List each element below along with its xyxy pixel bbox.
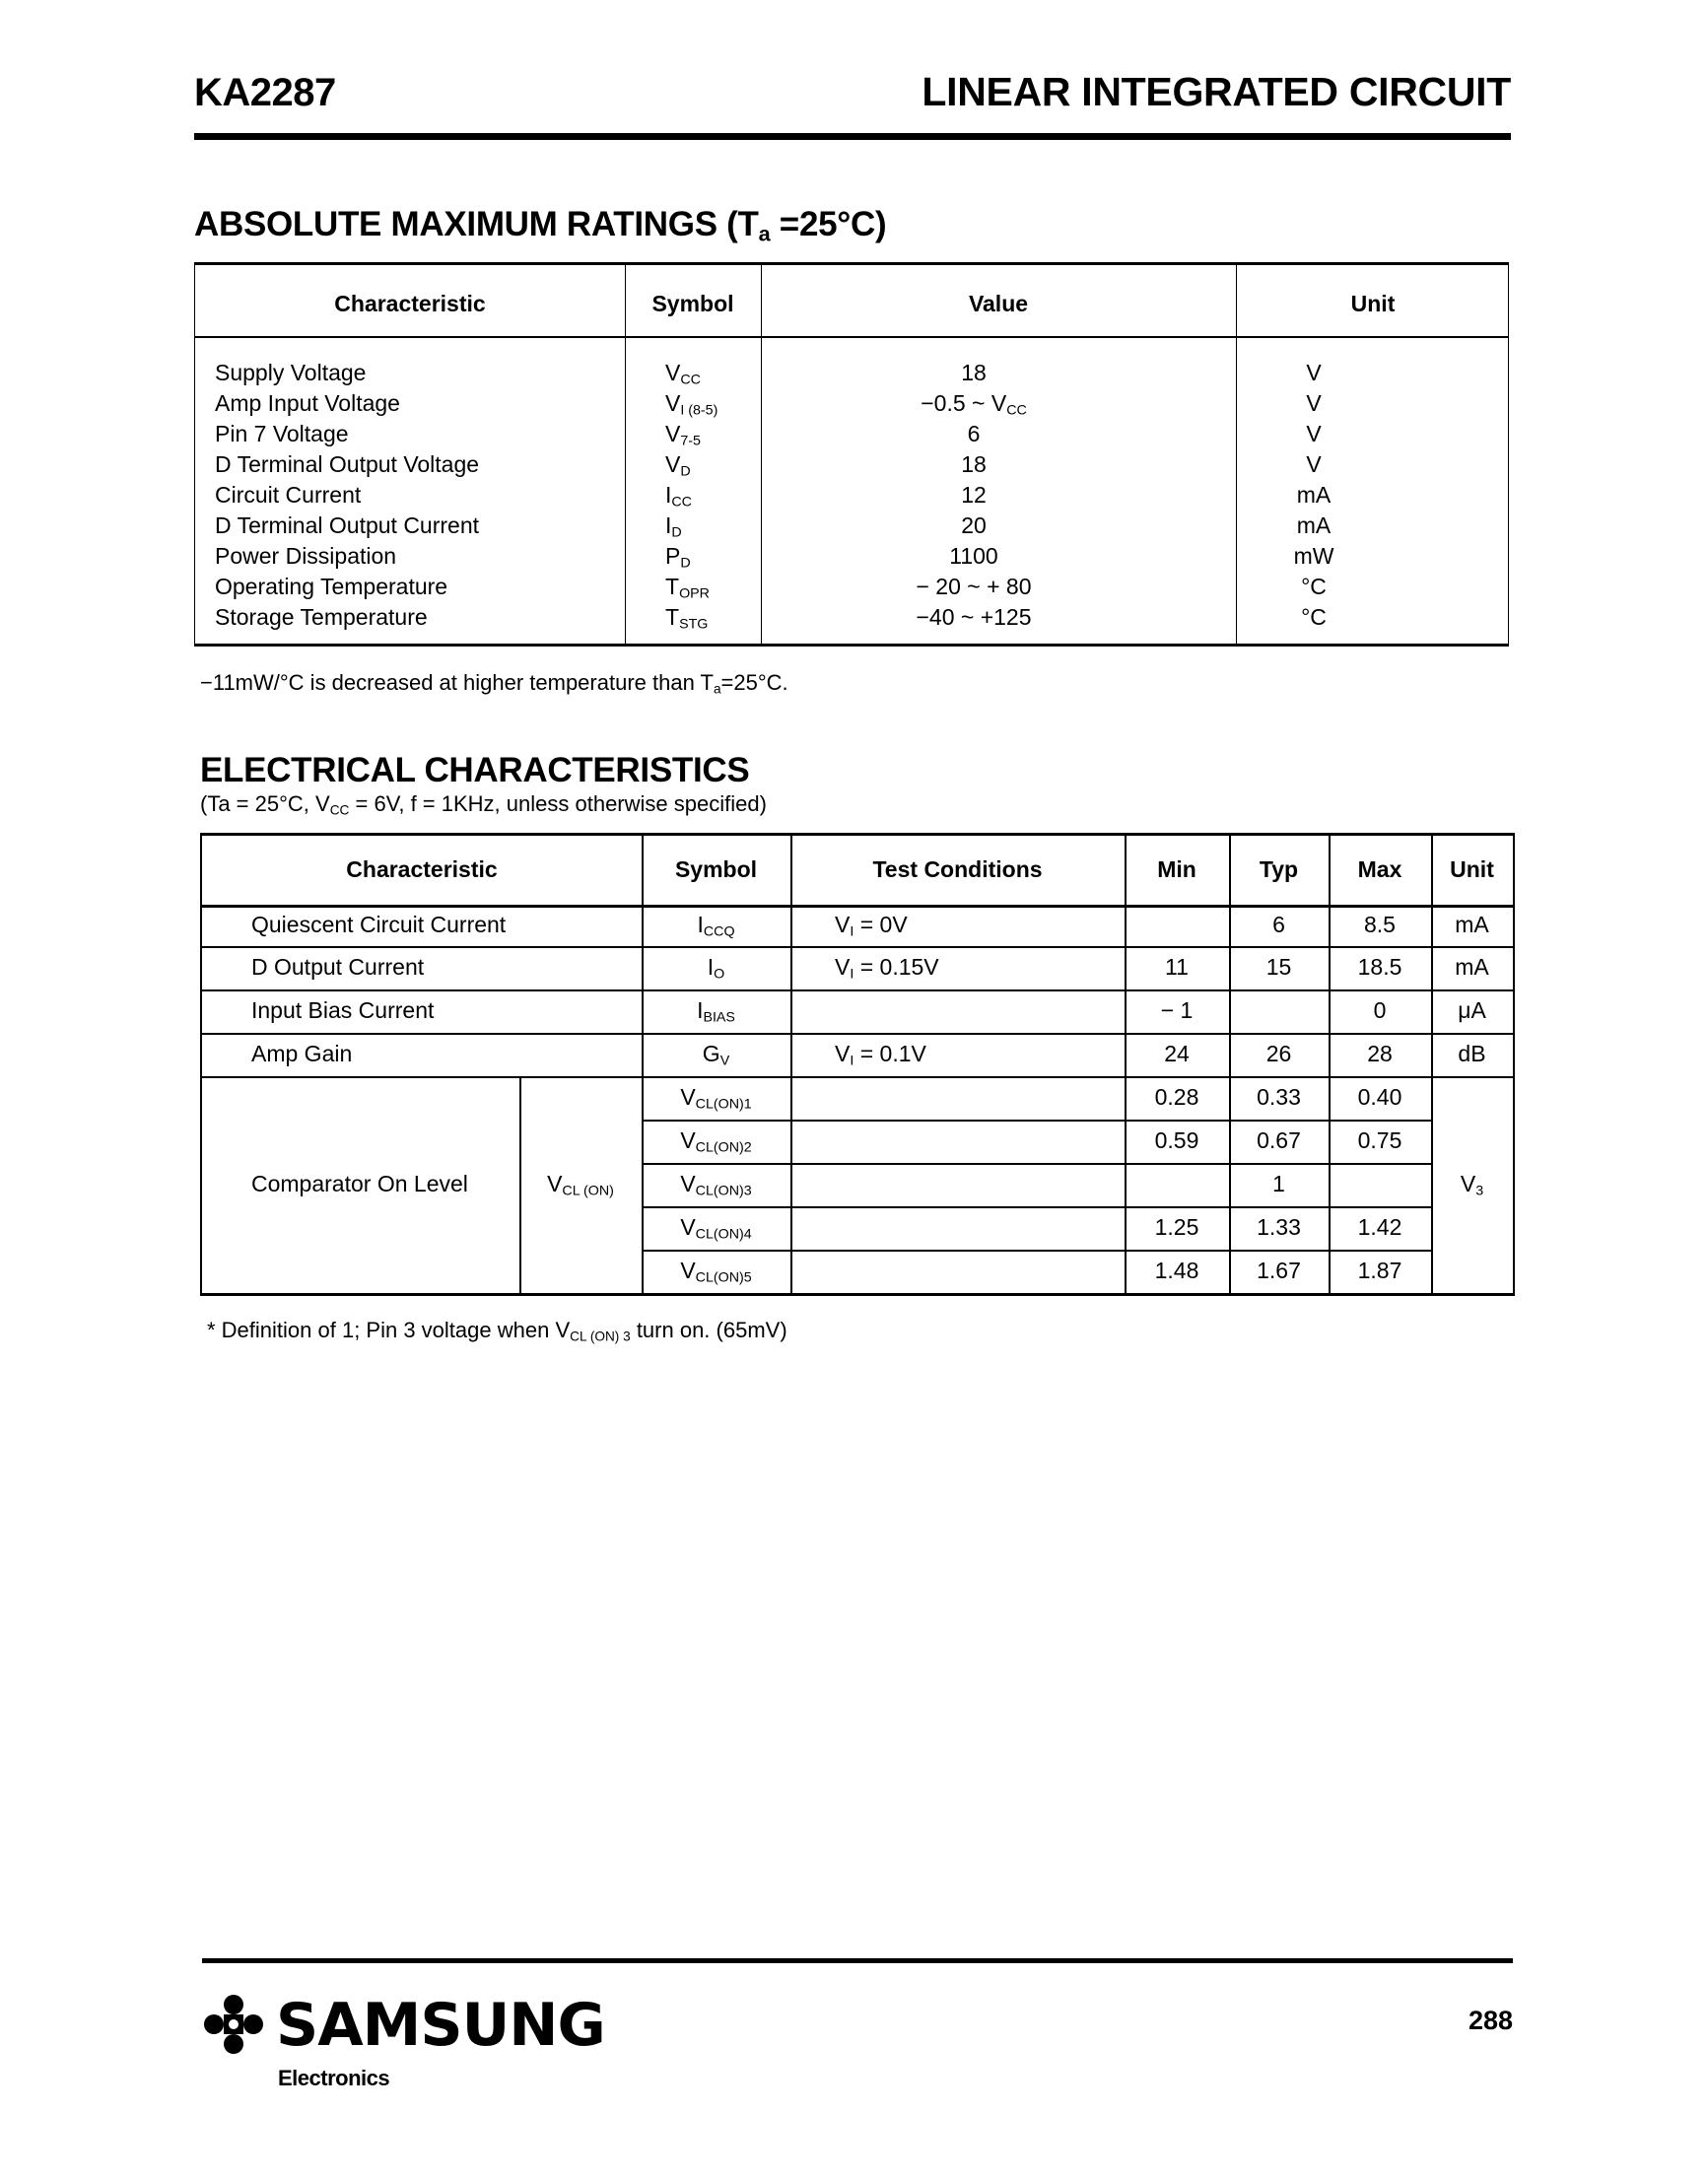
amr-value xyxy=(762,543,1186,570)
ec-row-rule xyxy=(642,1163,1431,1165)
ec-comparator-level-symbol xyxy=(642,1084,790,1111)
amr-header-symbol: Symbol xyxy=(651,291,734,316)
ec-condition-value: = 0V xyxy=(854,912,908,937)
amr-title: ABSOLUTE MAXIMUM RATINGS $(T_a =25^\circ C)$ xyxy=(194,205,887,246)
ec-comparator-min: 0.59 xyxy=(1154,1127,1199,1153)
amr-symbol-letter: V xyxy=(665,451,681,477)
ec-comparator-min: 1.48 xyxy=(1154,1258,1199,1283)
ec-condition-value: = 0.1V xyxy=(854,1041,926,1066)
ec-symbol xyxy=(642,1041,790,1067)
ec-comparator-typ: 0.33 xyxy=(1257,1084,1301,1110)
ec-comparator-unit xyxy=(1431,1171,1513,1197)
footer-rule xyxy=(202,1958,1513,1963)
amr-row xyxy=(195,449,1508,480)
ec-subtitle: (Ta = 25°C, $V_{CC} = 6V$, f = 1KHz, unless otherwise specified) xyxy=(200,791,767,818)
amr-symbol-subscript: CC xyxy=(671,494,692,511)
amr-row xyxy=(195,358,1508,388)
ec-comparator-max: 1.87 xyxy=(1357,1258,1402,1283)
ec-symbol-subscript: O xyxy=(714,966,725,983)
amr-symbol-letter: T xyxy=(665,604,680,630)
ec-max: 28 xyxy=(1367,1041,1393,1066)
amr-value-text: 6 xyxy=(967,421,981,446)
ec-typ: 15 xyxy=(1265,954,1292,980)
amr-symbol xyxy=(665,543,691,570)
amr-value xyxy=(762,482,1186,509)
amr-symbol-subscript: CC xyxy=(680,372,701,388)
ec-comparator-level-letter: V xyxy=(680,1084,696,1110)
ec-row-rule xyxy=(202,946,1513,948)
ec-typ: 6 xyxy=(1272,912,1285,937)
ec-comparator-symbol-letter: V xyxy=(547,1171,563,1196)
ec-characteristic: Input Bias Current xyxy=(251,997,435,1023)
ec-comparator-typ: 1.67 xyxy=(1257,1258,1301,1283)
amr-row xyxy=(195,480,1508,511)
amr-symbol-subscript: 7-5 xyxy=(680,433,701,449)
amr-value-text: 12 xyxy=(961,482,987,508)
ec-comparator-level-letter: V xyxy=(680,1214,696,1240)
amr-symbol-letter: P xyxy=(665,543,681,569)
ec-comparator-max: 0.75 xyxy=(1357,1127,1402,1153)
ec-max: 8.5 xyxy=(1364,912,1396,937)
amr-row xyxy=(195,419,1508,449)
amr-characteristic: D Terminal Output Current xyxy=(215,512,480,538)
ec-comparator-max: 1.42 xyxy=(1357,1214,1402,1240)
amr-value xyxy=(762,451,1186,478)
ec-header-characteristic: Characteristic xyxy=(346,856,498,882)
ec-comparator-level-symbol xyxy=(642,1214,790,1241)
ec-condition-subscript: I xyxy=(850,923,854,940)
amr-note: −11mW/°C is decreased at higher temperature than $T_a=25^\circ C$. xyxy=(200,670,788,697)
ec-symbol-subscript: V xyxy=(719,1053,730,1069)
ec-comparator-typ: 0.67 xyxy=(1257,1127,1301,1153)
ec-header-conditions: Test Conditions xyxy=(872,856,1043,882)
brand-logo-text: SAMSUNG xyxy=(276,1991,605,2060)
amr-characteristic: Pin 7 Voltage xyxy=(215,421,349,446)
amr-row xyxy=(195,541,1508,572)
ec-table xyxy=(200,833,1515,1296)
amr-characteristic: Power Dissipation xyxy=(215,543,397,569)
ec-row-rule xyxy=(202,1033,1513,1035)
amr-symbol xyxy=(665,482,692,509)
ec-condition xyxy=(835,912,1111,938)
ec-unit: mA xyxy=(1455,912,1489,937)
amr-symbol-letter: I xyxy=(665,482,672,508)
amr-unit: mW xyxy=(1293,543,1334,569)
ec-comparator-typ: 1.33 xyxy=(1257,1214,1301,1240)
ec-comparator-characteristic: Comparator On Level xyxy=(251,1171,468,1196)
amr-value-text: 18 xyxy=(961,360,987,385)
ec-comparator-typ: 1 xyxy=(1272,1171,1285,1196)
ec-comparator-unit-letter: V xyxy=(1460,1171,1476,1196)
amr-unit: V xyxy=(1306,421,1322,446)
amr-symbol-subscript: D xyxy=(680,463,691,480)
amr-symbol-subscript: OPR xyxy=(679,585,710,602)
amr-symbol xyxy=(665,574,710,600)
ec-symbol-subscript: CCQ xyxy=(703,923,735,940)
ec-condition-subscript: I xyxy=(850,966,854,983)
amr-row xyxy=(195,511,1508,541)
ec-characteristic: Quiescent Circuit Current xyxy=(251,912,507,937)
ec-unit: μA xyxy=(1458,997,1486,1023)
ec-condition xyxy=(835,1041,1111,1067)
amr-value-subscript: CC xyxy=(1006,402,1027,419)
amr-header-unit: Unit xyxy=(1350,291,1396,316)
ec-row-rule xyxy=(202,905,1513,908)
ec-header-max: Max xyxy=(1357,856,1402,882)
ec-symbol-letter: G xyxy=(702,1041,720,1066)
ec-unit: mA xyxy=(1455,954,1489,980)
amr-value-text: − 20 ~ + 80 xyxy=(916,574,1032,599)
ec-min: 24 xyxy=(1164,1041,1190,1066)
amr-characteristic: Circuit Current xyxy=(215,482,362,508)
ec-comparator-level-subscript: CL(ON)4 xyxy=(695,1226,752,1243)
amr-characteristic: Operating Temperature xyxy=(215,574,448,599)
amr-row xyxy=(195,602,1508,633)
ec-comparator-level-letter: V xyxy=(680,1127,696,1153)
amr-symbol-subscript: I (8-5) xyxy=(680,402,718,419)
amr-value xyxy=(762,390,1186,417)
ec-unit: dB xyxy=(1458,1041,1486,1066)
ec-comparator-level-symbol xyxy=(642,1171,790,1197)
ec-title: ELECTRICAL CHARACTERISTICS xyxy=(200,751,750,789)
amr-unit: mA xyxy=(1296,482,1332,508)
amr-value-text: 18 xyxy=(961,451,987,477)
ec-min: − 1 xyxy=(1160,997,1194,1023)
ec-comparator-level-symbol xyxy=(642,1258,790,1284)
ec-symbol xyxy=(642,912,790,938)
amr-unit: mA xyxy=(1296,512,1332,538)
ec-characteristic: Amp Gain xyxy=(251,1041,353,1066)
amr-symbol xyxy=(665,360,701,386)
ec-comparator-level-subscript: CL(ON)5 xyxy=(695,1269,752,1286)
amr-symbol xyxy=(665,512,682,539)
page-number: 288 xyxy=(1469,2006,1514,2035)
amr-characteristic: Supply Voltage xyxy=(215,360,367,385)
ec-max: 18.5 xyxy=(1357,954,1402,980)
ec-symbol xyxy=(642,954,790,981)
amr-value-text: 20 xyxy=(961,512,987,538)
ec-condition-var: V xyxy=(835,912,851,937)
ec-symbol-letter: I xyxy=(697,912,704,937)
amr-unit: °C xyxy=(1301,604,1327,630)
amr-value xyxy=(762,512,1186,539)
ec-symbol-letter: I xyxy=(697,997,704,1023)
ec-comparator-max: 0.40 xyxy=(1357,1084,1402,1110)
ec-row-rule xyxy=(202,1076,1513,1078)
ec-row-rule xyxy=(202,989,1513,991)
amr-value-text: −0.5 ~ V xyxy=(921,390,1007,416)
amr-value xyxy=(762,604,1186,631)
ec-row-rule xyxy=(642,1206,1431,1208)
amr-symbol xyxy=(665,421,701,447)
ec-comparator-level-subscript: CL(ON)2 xyxy=(695,1139,752,1156)
ec-note: * Definition of 1; Pin 3 voltage when $V_{CL (ON) 3}$ turn on. (65mV) xyxy=(207,1318,787,1344)
ec-condition-var: V xyxy=(835,1041,851,1066)
document-category: LINEAR INTEGRATED CIRCUIT xyxy=(922,69,1511,114)
ec-comparator-level-letter: V xyxy=(680,1171,696,1196)
ec-characteristic: D Output Current xyxy=(251,954,425,980)
ec-symbol xyxy=(642,997,790,1024)
amr-unit: V xyxy=(1306,360,1322,385)
ec-condition-var: V xyxy=(835,954,851,980)
ec-comparator-level-letter: V xyxy=(680,1258,696,1283)
amr-characteristic: Storage Temperature xyxy=(215,604,428,630)
amr-symbol-subscript: D xyxy=(680,555,691,572)
amr-value-text: 1100 xyxy=(949,543,998,569)
ec-comparator-unit-subscript: 3 xyxy=(1475,1183,1484,1199)
ec-comparator-symbol xyxy=(519,1171,642,1197)
amr-header-value: Value xyxy=(968,291,1029,316)
amr-value xyxy=(762,360,1186,386)
header-rule xyxy=(194,133,1511,140)
amr-symbol-letter: I xyxy=(665,512,672,538)
ec-max: 0 xyxy=(1373,997,1387,1023)
amr-symbol-subscript: STG xyxy=(679,616,709,633)
ec-col-rule xyxy=(790,836,792,1293)
ec-comparator-min: 1.25 xyxy=(1154,1214,1199,1240)
ec-comparator-level-subscript: CL(ON)3 xyxy=(695,1183,752,1199)
ec-row-rule xyxy=(642,1250,1431,1252)
ec-symbol-letter: I xyxy=(707,954,715,980)
ec-comparator-min: 0.28 xyxy=(1154,1084,1199,1110)
amr-symbol-subscript: D xyxy=(671,524,682,541)
amr-row xyxy=(195,572,1508,602)
amr-header-rule xyxy=(195,336,1508,338)
amr-unit: V xyxy=(1306,451,1322,477)
ec-header-typ: Typ xyxy=(1259,856,1299,882)
ec-condition-value: = 0.15V xyxy=(854,954,939,980)
amr-symbol-letter: V xyxy=(665,421,681,446)
amr-row xyxy=(195,388,1508,419)
amr-value xyxy=(762,421,1186,447)
ec-condition-subscript: I xyxy=(850,1053,854,1069)
amr-value xyxy=(762,574,1186,600)
amr-unit: °C xyxy=(1301,574,1327,599)
amr-symbol xyxy=(665,390,717,417)
ec-comparator-symbol-subscript: CL (ON) xyxy=(562,1183,614,1199)
ec-min: 11 xyxy=(1165,954,1189,980)
samsung-emblem-icon xyxy=(202,1993,265,2056)
amr-symbol-letter: V xyxy=(665,390,681,416)
part-number: KA2287 xyxy=(194,71,336,114)
ec-comparator-level-subscript: CL(ON)1 xyxy=(695,1096,752,1113)
amr-characteristic: D Terminal Output Voltage xyxy=(215,451,480,477)
amr-symbol xyxy=(665,604,708,631)
ec-comparator-level-symbol xyxy=(642,1127,790,1154)
ec-header-symbol: Symbol xyxy=(674,856,758,882)
amr-symbol-letter: V xyxy=(665,360,681,385)
ec-condition xyxy=(835,954,1111,981)
amr-symbol xyxy=(665,451,691,478)
ec-row-rule xyxy=(642,1120,1431,1122)
amr-unit: V xyxy=(1306,390,1322,416)
ec-header-unit: Unit xyxy=(1450,856,1494,882)
brand-subtitle: Electronics xyxy=(278,2066,390,2090)
amr-header-characteristic: Characteristic xyxy=(334,291,486,316)
ec-header-min: Min xyxy=(1157,856,1196,882)
amr-symbol-letter: T xyxy=(665,574,680,599)
ec-symbol-subscript: BIAS xyxy=(703,1009,735,1026)
amr-characteristic: Amp Input Voltage xyxy=(215,390,400,416)
amr-table xyxy=(194,262,1509,647)
amr-value-text: −40 ~ +125 xyxy=(916,604,1032,630)
ec-typ: 26 xyxy=(1265,1041,1292,1066)
